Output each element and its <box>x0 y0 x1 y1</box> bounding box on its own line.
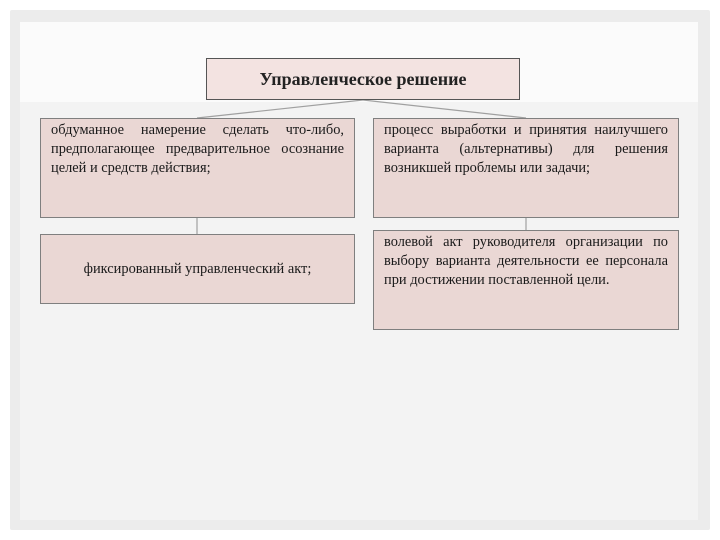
definition-box-3 <box>40 234 355 304</box>
definition-text-2: процесс выработки и принятия наилучшего варианта (альтернативы) для решения возникшей проблемы или задачи; <box>384 122 668 176</box>
definition-text-3: фиксированный управленческий акт; <box>83 260 312 277</box>
connector-title-to-right <box>363 100 526 118</box>
definition-box-4 <box>373 230 679 330</box>
connector-title-to-left <box>197 100 363 118</box>
diagram-title-box <box>206 58 520 100</box>
definition-box-1 <box>40 118 355 218</box>
definition-text-1: обдуманное намерение сделать что-либо, предполагающее предварительное осознание целей и средств действия; <box>51 122 344 176</box>
definition-text-4: волевой акт руководителя организации по выбору варианта деятельности ее персонала при достижении поставленной цели. <box>384 234 668 288</box>
diagram-title: Управленческое решение <box>259 68 467 89</box>
definition-box-2 <box>373 118 679 218</box>
